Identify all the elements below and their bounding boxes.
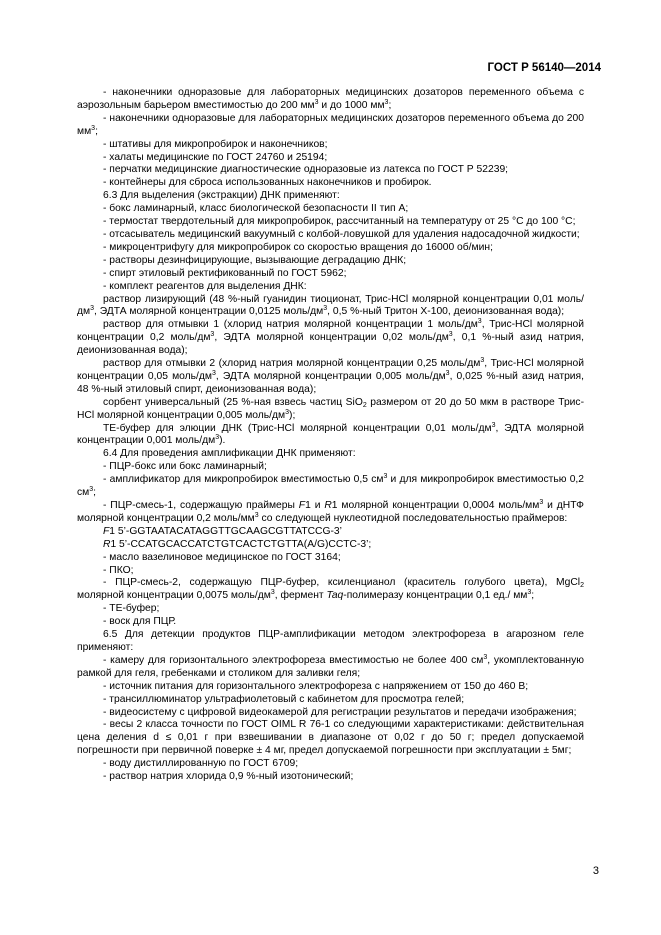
paragraph: - весы 2 класса точности по ГОСТ OIML R 76-1 со следующими характеристиками: действительная цена деления d ≤ 0,01 г при взвешивании в диапазоне от 0,02 г до 50 г; предел допускаемой погрешности при первичной поверке ± 4 мг, предел допускаемой погрешности при эксплуатации ± 5мг; (77, 719, 584, 757)
paragraph: раствор для отмывки 2 (хлорид натрия молярной концентрации 0,25 моль/$дм^3$, Трис-HCl молярной концентрации 0,05 моль/$дм^3$, ЭДТА молярной концентрации 0,005 моль/$дм^3$, 0,025 %-ный азид натрия, 48 %-ный этиловый спирт, деионизованная вода); (77, 357, 584, 395)
paragraph: - халаты медицинские по ГОСТ 24760 и 25194; (103, 151, 328, 163)
paragraph: раствор для отмывки 1 (хлорид натрия молярной концентрации 1 моль/$дм^3$, Трис-HCl молярной концентрации 0,2 моль/$дм^3$, ЭДТА молярной концентрации 0,02 моль/$дм^3$, 0,1 %-ный азид натрия, деионизованная вода); (77, 318, 584, 357)
paragraph: - источник питания для горизонтального электрофореза с напряжением от 150 до 460 В; (103, 680, 529, 692)
paragraph: 6.4 Для проведения амплификации ДНК применяют: (103, 448, 356, 460)
paragraph: - ТЕ-буфер; (103, 603, 160, 615)
paragraph: - воду дистиллированную по ГОСТ 6709; (103, 758, 299, 770)
paragraph: - микроцентрифугу для микропробирок со скоростью вращения до 16000 об/мин; (103, 241, 493, 253)
paragraph: - амплификатор для микропробирок вместимостью 0,5 $см^3$ и для микропробирок вместимостью 0,2 $см^3$; (77, 473, 585, 499)
paragraph: - наконечники одноразовые для лабораторных медицинских дозаторов переменного объема с аэрозольным барьером вместимостью до 200 $мм^3$ и до 1000 $мм^3$; (77, 87, 584, 111)
paragraph: - контейнеры для сброса использованных наконечников и пробирок. (103, 177, 432, 189)
paragraph: ТЕ-буфер для элюции ДНК (Трис-HCl молярной концентрации 0,01 моль/$дм^3$, ЭДТА молярной концентрации 0,001 моль/$дм^3$). (77, 421, 584, 447)
paragraph: - ПЦР-смесь-1, содержащую праймеры F1 и R1 молярной концентрации 0,0004 моль/$мм^3$ и дНТФ молярной концентрации 0,2 моль/$мм^3$ со следующей нуклеотидной последовательностью праймеров: (77, 499, 584, 524)
paragraph: 6.5 Для детекции продуктов ПЦР-амплификации методом электрофореза в агарозном геле применяют: (77, 629, 584, 653)
paragraph: - ПЦР-смесь-2, содержащую ПЦР-буфер, ксиленцианол (краситель голубого цвета), MgCl$_2$ молярной концентрации 0,0075 моль/$дм^3$, фермент Taq-полимеразу концентрации 0,1 ед./ $мм^3$; (77, 577, 584, 602)
paragraph: - масло вазелиновое медицинское по ГОСТ 3164; (103, 551, 341, 563)
paragraph: - комплект реагентов для выделения ДНК: (103, 280, 307, 292)
paragraph: R1 5’-CCATGCACCATCTGTCACTCTGTTA(A/G)CCTC-3’; (103, 538, 372, 550)
paragraph: сорбент универсальный (25 %-ная взвесь частиц SiO$_2$ размером от 20 до 50 мкм в растворе Трис-HCl молярной концентрации 0,005 моль/$дм^3$); (77, 396, 584, 421)
paragraph: - раствор натрия хлорида 0,9 %-ный изотонический; (103, 771, 354, 783)
paragraph: - спирт этиловый ректификованный по ГОСТ 5962; (103, 267, 347, 279)
paragraph: - ПКО; (103, 564, 134, 576)
paragraph: раствор лизирующий (48 %-ный гуанидин тиоционат, Трис-HCl молярной концентрации 0,01 моль/$дм^3$, ЭДТА молярной концентрации 0,0125 моль/$дм^3$, 0,5 %-ный Тритон Х-100, деионизованная вода); (77, 293, 584, 318)
paragraph: - трансиллюминатор ультрафиолетовый с кабинетом для просмотра гелей; (103, 693, 465, 705)
paragraph: F1 5’-GGTAATACATAGGTTGCAAGCGTTATCCG-3’ (103, 525, 342, 537)
paragraph: - воск для ПЦР. (103, 616, 177, 628)
paragraph: - камеру для горизонтального электрофореза вместимостью не более 400 $см^3$, укомплектованную рамкой для геля, гребенками и столиком для заливки геля; (77, 653, 584, 679)
paragraph: - растворы дезинфицирующие, вызывающие деградацию ДНК; (103, 254, 407, 266)
page-number: 3 (592, 865, 599, 877)
document-body (77, 87, 584, 784)
document-header: ГОСТ Р 56140—2014 (487, 62, 601, 74)
paragraph: - перчатки медицинские диагностические одноразовые из латекса по ГОСТ Р 52239; (103, 164, 509, 176)
paragraph: 6.3 Для выделения (экстракции) ДНК применяют: (103, 190, 340, 202)
paragraph: - бокс ламинарный, класс биологической безопасности II тип А; (103, 203, 409, 215)
paragraph: - видеосистему с цифровой видеокамерой для регистрации результатов и передачи изображения; (103, 706, 577, 718)
paragraph: - штативы для микропробирок и наконечников; (103, 138, 328, 150)
paragraph: - отсасыватель медицинский вакуумный с колбой-ловушкой для удаления надосадочной жидкости; (103, 228, 580, 240)
paragraph: - ПЦР-бокс или бокс ламинарный; (103, 461, 267, 473)
paragraph: - наконечники одноразовые для лабораторных медицинских дозаторов переменного объема до 200 $мм^3$; (77, 112, 584, 137)
paragraph: - термостат твердотельный для микропробирок, рассчитанный на температуру от 25 °С до 100 °С; (103, 216, 576, 228)
